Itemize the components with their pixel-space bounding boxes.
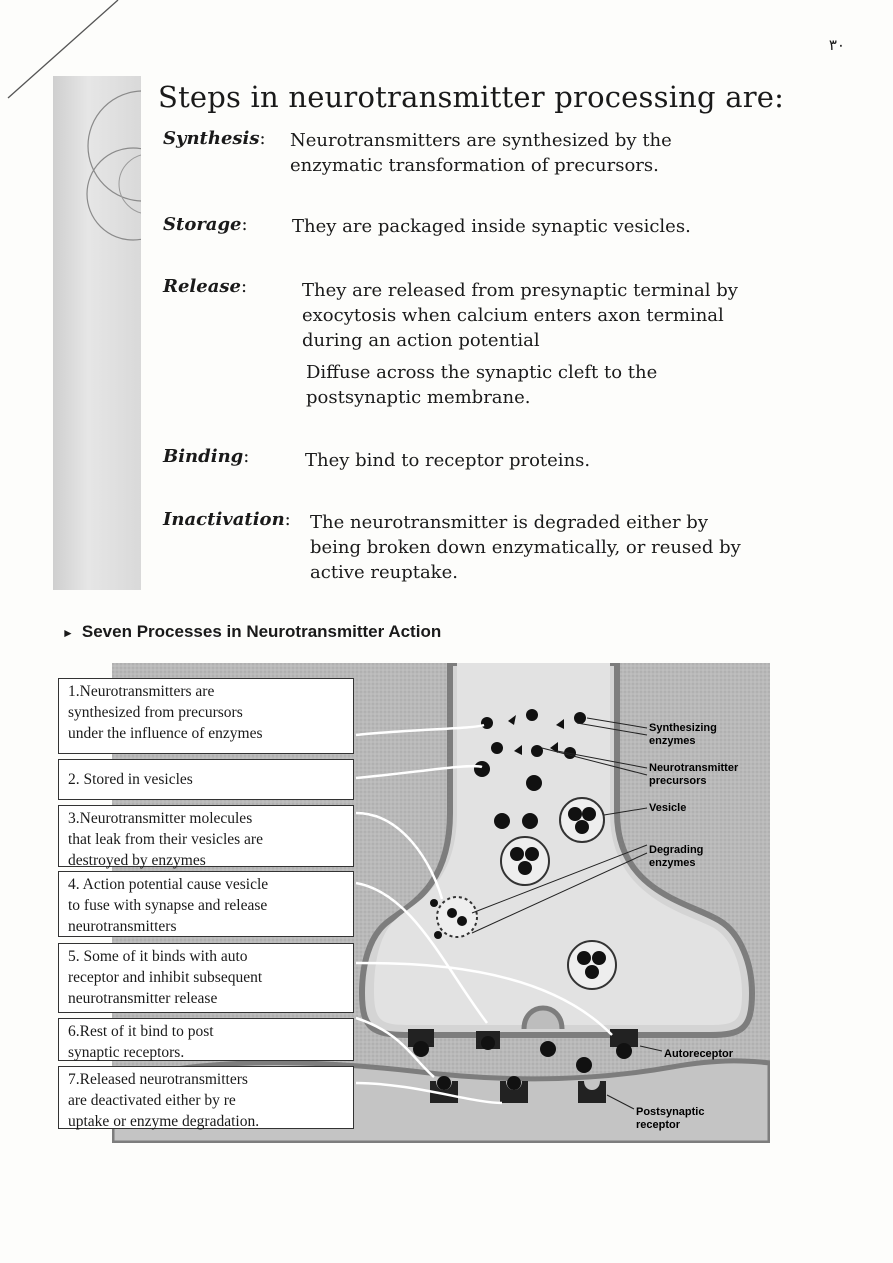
- bullet-arrow-icon: ►: [62, 626, 74, 640]
- vesicle-fusion-pit: [524, 1008, 562, 1029]
- term-release: Release:: [163, 276, 248, 297]
- process-caption-2: 2. Stored in vesicles: [58, 759, 354, 800]
- process-caption-4: 4. Action potential cause vesicle to fuse with synapse and release neurotransmitters: [58, 871, 354, 937]
- process-caption-7: 7.Released neurotransmitters are deactivated either by re uptake or enzyme degradation.: [58, 1066, 354, 1129]
- slide-decoration-band: [53, 76, 141, 590]
- decorative-rings: [53, 76, 141, 590]
- section-heading: ► Seven Processes in Neurotransmitter Action: [62, 622, 442, 641]
- desc-release-diffuse: Diffuse across the synaptic cleft to the postsynaptic membrane.: [306, 362, 658, 408]
- term-synthesis: Synthesis:: [163, 128, 266, 149]
- label-neurotransmitter-precursors: Neurotransmitter precursors: [649, 762, 739, 787]
- page-number: ٣٠: [828, 36, 845, 54]
- process-caption-1: 1.Neurotransmitters are synthesized from precursors under the influence of enzymes: [58, 678, 354, 754]
- label-vesicle: Vesicle: [649, 802, 687, 814]
- desc-binding: They bind to receptor proteins.: [305, 450, 591, 471]
- process-caption-3: 3.Neurotransmitter molecules that leak from their vesicles are destroyed by enzymes: [58, 805, 354, 867]
- process-caption-5: 5. Some of it binds with auto receptor and inhibit subsequent neurotransmitter release: [58, 943, 354, 1013]
- label-synthesizing-enzymes: Synthesizing enzymes: [649, 722, 717, 747]
- desc-inactivation: The neurotransmitter is degraded either by being broken down enzymatically, or reused by active reuptake.: [310, 512, 741, 583]
- term-storage: Storage:: [163, 214, 248, 235]
- term-inactivation: Inactivation:: [163, 509, 291, 530]
- label-postsynaptic-receptor: Postsynaptic receptor: [636, 1106, 705, 1131]
- process-caption-6: 6.Rest of it bind to post synaptic receptors.: [58, 1018, 354, 1061]
- label-degrading-enzymes: Degrading enzymes: [649, 844, 704, 869]
- slide-title: Steps in neurotransmitter processing are:: [158, 80, 785, 114]
- desc-release: They are released from presynaptic terminal by exocytosis when calcium enters axon terminal during an action potential: [302, 280, 738, 351]
- label-autoreceptor: Autoreceptor: [664, 1048, 734, 1060]
- desc-synthesis: Neurotransmitters are synthesized by the enzymatic transformation of precursors.: [290, 130, 672, 176]
- term-binding: Binding:: [163, 446, 250, 467]
- desc-storage: They are packaged inside synaptic vesicles.: [292, 216, 691, 237]
